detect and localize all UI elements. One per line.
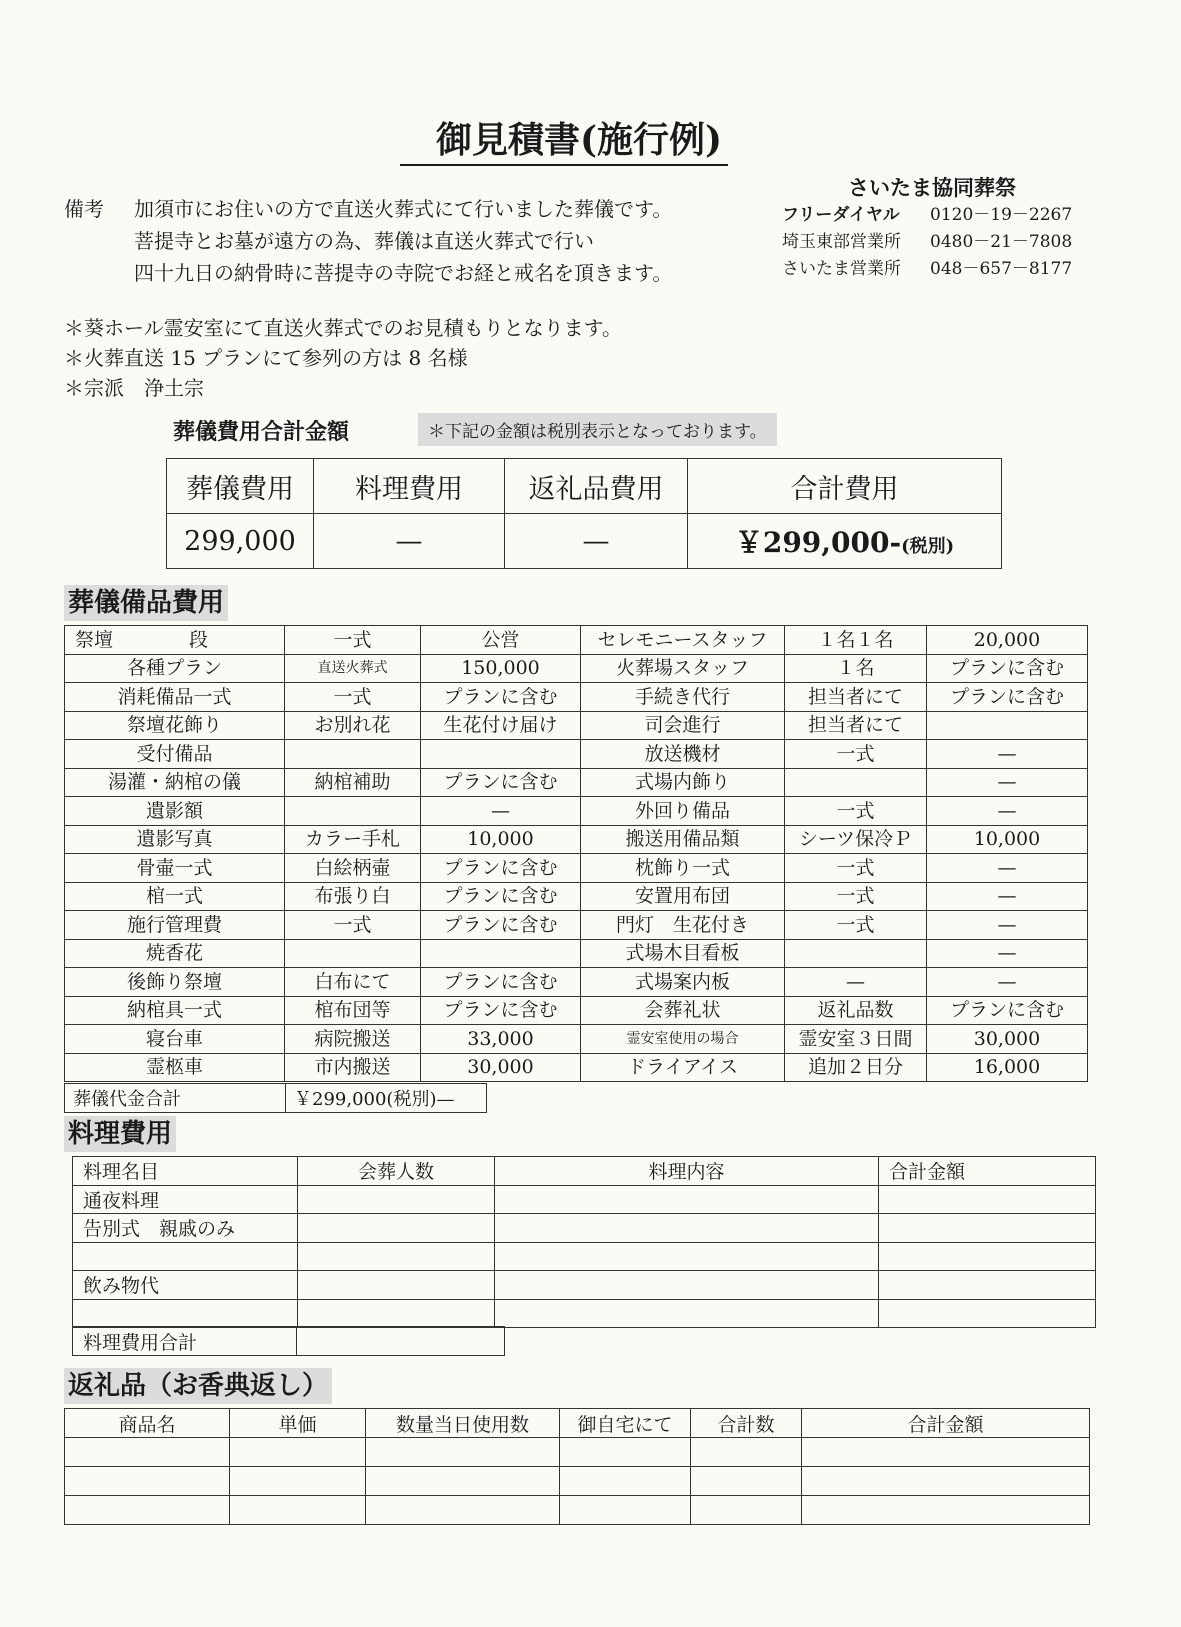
equipment-cell: 白絵柄壷 — [285, 854, 421, 883]
equipment-cell — [421, 939, 581, 968]
equipment-row — [65, 768, 1088, 797]
equipment-cell: カラー手札 — [285, 825, 421, 854]
equipment-cell — [285, 740, 421, 769]
equipment-cell: 布張り白 — [285, 882, 421, 911]
equipment-cell: 10,000 — [421, 825, 581, 854]
equipment-cell: セレモニースタッフ — [581, 626, 785, 655]
equipment-cell: 安置用布団 — [581, 882, 785, 911]
equipment-row — [65, 825, 1088, 854]
food-header: 料理名目 — [73, 1157, 298, 1186]
equipment-cell: 消耗備品一式 — [65, 683, 285, 712]
food-total-table — [72, 1326, 505, 1356]
equipment-cell: — — [785, 968, 927, 997]
summary-total-value: ￥299,000- — [734, 526, 902, 559]
equipment-cell: 会葬礼状 — [581, 996, 785, 1025]
equipment-row — [65, 1025, 1088, 1054]
equipment-row — [65, 968, 1088, 997]
summary-heading: 葬儀費用合計金額 — [173, 419, 350, 445]
summary-value: — — [505, 514, 688, 569]
tax-note: ＊下記の金額は税別表示となっております。 — [418, 413, 777, 446]
equipment-cell: 一式 — [285, 626, 421, 655]
equipment-cell: 骨壷一式 — [65, 854, 285, 883]
equipment-cell: 一式 — [285, 683, 421, 712]
equipment-cell: シーツ保冷Ｐ — [785, 825, 927, 854]
equipment-row — [65, 1053, 1088, 1082]
summary-total-suffix: (税別) — [901, 536, 955, 557]
remarks — [64, 193, 672, 289]
equipment-heading: 葬儀備品費用 — [64, 585, 228, 621]
equipment-cell: — — [421, 797, 581, 826]
equipment-cell — [785, 939, 927, 968]
equipment-cell: 20,000 — [927, 626, 1088, 655]
contact-row — [782, 229, 1072, 256]
note-line: ＊宗派 浄土宗 — [64, 376, 204, 400]
equipment-cell: 33,000 — [421, 1025, 581, 1054]
equipment-cell: 外回り備品 — [581, 797, 785, 826]
equipment-cell: 湯灌・納棺の儀 — [65, 768, 285, 797]
equipment-cell: 霊安室３日間 — [785, 1025, 927, 1054]
gifts-table — [64, 1408, 1090, 1525]
equipment-cell: 16,000 — [927, 1053, 1088, 1082]
food-header-row — [73, 1157, 1096, 1186]
contact-label: 埼玉東部営業所 — [782, 232, 901, 252]
equipment-cell: 祭壇 段 — [65, 626, 285, 655]
gifts-header: 数量当日使用数 — [366, 1409, 560, 1438]
summary-table — [166, 458, 1002, 569]
food-header: 料理内容 — [495, 1157, 879, 1186]
equipment-cell: — — [927, 854, 1088, 883]
food-total-row — [73, 1327, 505, 1356]
food-header: 会葬人数 — [298, 1157, 495, 1186]
food-row — [73, 1185, 1096, 1214]
equipment-cell: 受付備品 — [65, 740, 285, 769]
equipment-cell: 遺影額 — [65, 797, 285, 826]
food-row — [73, 1299, 1096, 1328]
company-name: さいたま協同葬祭 — [848, 175, 1016, 200]
food-item: 告別式 親戚のみ — [73, 1214, 298, 1243]
equipment-cell: プランに含む — [421, 854, 581, 883]
page-title: 御見積書(施行例) — [400, 118, 728, 166]
gifts-row — [65, 1438, 1090, 1467]
equipment-row — [65, 996, 1088, 1025]
equipment-cell — [421, 740, 581, 769]
equipment-cell: — — [927, 911, 1088, 940]
remarks-label: 備考 — [64, 197, 104, 221]
equipment-cell — [285, 797, 421, 826]
equipment-cell: 担当者にて — [785, 683, 927, 712]
equipment-cell: 式場内飾り — [581, 768, 785, 797]
food-item — [73, 1242, 298, 1271]
equipment-row — [65, 740, 1088, 769]
equipment-cell: プランに含む — [421, 882, 581, 911]
equipment-cell: 門灯 生花付き — [581, 911, 785, 940]
gifts-header: 単価 — [230, 1409, 366, 1438]
summary-total — [688, 514, 1002, 569]
equipment-cell: 後飾り祭壇 — [65, 968, 285, 997]
equipment-row — [65, 854, 1088, 883]
food-row — [73, 1242, 1096, 1271]
equipment-row — [65, 683, 1088, 712]
equipment-cell: 担当者にて — [785, 711, 927, 740]
equipment-cell: プランに含む — [421, 683, 581, 712]
equipment-cell: 市内搬送 — [285, 1053, 421, 1082]
equipment-cell: 10,000 — [927, 825, 1088, 854]
equipment-cell: — — [927, 797, 1088, 826]
contact-label: フリーダイヤル — [782, 205, 900, 225]
contact-label: さいたま営業所 — [782, 259, 901, 279]
summary-header: 合計費用 — [688, 459, 1002, 514]
equipment-cell: — — [927, 939, 1088, 968]
equipment-cell: 棺布団等 — [285, 996, 421, 1025]
equipment-cell — [785, 768, 927, 797]
equipment-cell: 生花付け届け — [421, 711, 581, 740]
equipment-cell: 式場案内板 — [581, 968, 785, 997]
contact-number: 048－657－8177 — [930, 259, 1073, 279]
remarks-line: 菩提寺とお墓が遠方の為、葬儀は直送火葬式で行い — [134, 229, 594, 253]
equipment-row — [65, 654, 1088, 683]
equipment-cell: 公営 — [421, 626, 581, 655]
gifts-header-row — [65, 1409, 1090, 1438]
equipment-cell: 一式 — [285, 911, 421, 940]
equipment-cell: 直送火葬式 — [285, 654, 421, 683]
food-row — [73, 1214, 1096, 1243]
equipment-cell: 霊安室使用の場合 — [581, 1025, 785, 1054]
equipment-cell: 一式 — [785, 797, 927, 826]
equipment-cell: — — [927, 882, 1088, 911]
note-line: ＊火葬直送 15 プランにて参列の方は 8 名様 — [64, 346, 468, 370]
equipment-cell: １名 — [785, 654, 927, 683]
equipment-cell: 納棺具一式 — [65, 996, 285, 1025]
equipment-cell: 搬送用備品類 — [581, 825, 785, 854]
equipment-cell: プランに含む — [421, 911, 581, 940]
equipment-row — [65, 911, 1088, 940]
equipment-cell: 病院搬送 — [285, 1025, 421, 1054]
food-total-label: 料理費用合計 — [73, 1327, 297, 1356]
equipment-cell: 返礼品数 — [785, 996, 927, 1025]
equipment-cell: 遺影写真 — [65, 825, 285, 854]
gifts-header: 合計金額 — [802, 1409, 1090, 1438]
equipment-cell: — — [927, 768, 1088, 797]
remarks-text: 加須市にお住いの方で直送火葬式にて行いました葬儀です。 — [134, 197, 673, 221]
gifts-header: 御自宅にて — [560, 1409, 691, 1438]
equipment-cell: プランに含む — [421, 768, 581, 797]
summary-header: 料理費用 — [314, 459, 505, 514]
equipment-total-row — [65, 1084, 487, 1113]
food-item: 飲み物代 — [73, 1271, 298, 1300]
gifts-heading: 返礼品（お香典返し） — [64, 1368, 332, 1404]
food-item — [73, 1299, 298, 1328]
equipment-table — [64, 625, 1088, 1082]
summary-header: 葬儀費用 — [167, 459, 314, 514]
equipment-cell: 30,000 — [421, 1053, 581, 1082]
remarks-line: 四十九日の納骨時に菩提寺の寺院でお経と戒名を頂きます。 — [134, 261, 673, 285]
equipment-row — [65, 882, 1088, 911]
equipment-cell: 焼香花 — [65, 939, 285, 968]
food-header: 合計金額 — [879, 1157, 1096, 1186]
equipment-row — [65, 939, 1088, 968]
equipment-cell: 白布にて — [285, 968, 421, 997]
equipment-total-label: 葬儀代金合計 — [65, 1084, 286, 1113]
equipment-cell: 棺一式 — [65, 882, 285, 911]
equipment-cell — [285, 939, 421, 968]
equipment-cell: 各種プラン — [65, 654, 285, 683]
equipment-cell: — — [927, 968, 1088, 997]
equipment-cell: 一式 — [785, 882, 927, 911]
summary-header-row — [167, 459, 1002, 514]
equipment-cell: 150,000 — [421, 654, 581, 683]
equipment-row — [65, 711, 1088, 740]
equipment-cell: — — [927, 740, 1088, 769]
company-contacts — [782, 202, 1072, 283]
summary-value: 299,000 — [167, 514, 314, 569]
food-table — [72, 1156, 1096, 1328]
equipment-cell: 一式 — [785, 854, 927, 883]
equipment-cell: 納棺補助 — [285, 768, 421, 797]
gifts-row — [65, 1467, 1090, 1496]
gifts-header: 合計数 — [691, 1409, 802, 1438]
notes — [64, 313, 622, 403]
summary-value-row — [167, 514, 1002, 569]
equipment-cell: プランに含む — [927, 683, 1088, 712]
equipment-cell: 手続き代行 — [581, 683, 785, 712]
remarks-line — [64, 193, 672, 225]
food-item: 通夜料理 — [73, 1185, 298, 1214]
equipment-cell: ドライアイス — [581, 1053, 785, 1082]
equipment-cell: 追加２日分 — [785, 1053, 927, 1082]
gifts-row — [65, 1496, 1090, 1525]
equipment-cell: 寝台車 — [65, 1025, 285, 1054]
equipment-cell: 霊柩車 — [65, 1053, 285, 1082]
gifts-header: 商品名 — [65, 1409, 230, 1438]
equipment-cell: 祭壇花飾り — [65, 711, 285, 740]
food-row — [73, 1271, 1096, 1300]
equipment-row — [65, 626, 1088, 655]
equipment-cell: 式場木目看板 — [581, 939, 785, 968]
equipment-cell: プランに含む — [927, 996, 1088, 1025]
equipment-cell: プランに含む — [421, 968, 581, 997]
equipment-cell: 放送機材 — [581, 740, 785, 769]
equipment-cell: 施行管理費 — [65, 911, 285, 940]
equipment-cell: 火葬場スタッフ — [581, 654, 785, 683]
contact-row — [782, 256, 1072, 283]
equipment-cell: １名１名 — [785, 626, 927, 655]
equipment-cell — [927, 711, 1088, 740]
equipment-total-value: ￥299,000(税別)— — [286, 1084, 487, 1113]
food-heading: 料理費用 — [64, 1116, 176, 1152]
equipment-cell: 一式 — [785, 911, 927, 940]
summary-value: — — [314, 514, 505, 569]
equipment-total-table — [64, 1083, 487, 1113]
contact-row — [782, 202, 1072, 229]
equipment-cell: お別れ花 — [285, 711, 421, 740]
equipment-cell: 一式 — [785, 740, 927, 769]
note-line: ＊葵ホール霊安室にて直送火葬式でのお見積もりとなります。 — [64, 316, 622, 340]
equipment-cell: プランに含む — [421, 996, 581, 1025]
equipment-cell: 司会進行 — [581, 711, 785, 740]
equipment-cell: プランに含む — [927, 654, 1088, 683]
summary-header: 返礼品費用 — [505, 459, 688, 514]
equipment-row — [65, 797, 1088, 826]
equipment-cell: 30,000 — [927, 1025, 1088, 1054]
contact-number: 0120－19－2267 — [930, 205, 1073, 225]
food-total-value — [297, 1327, 505, 1356]
contact-number: 0480－21－7808 — [930, 232, 1073, 252]
equipment-cell: 枕飾り一式 — [581, 854, 785, 883]
